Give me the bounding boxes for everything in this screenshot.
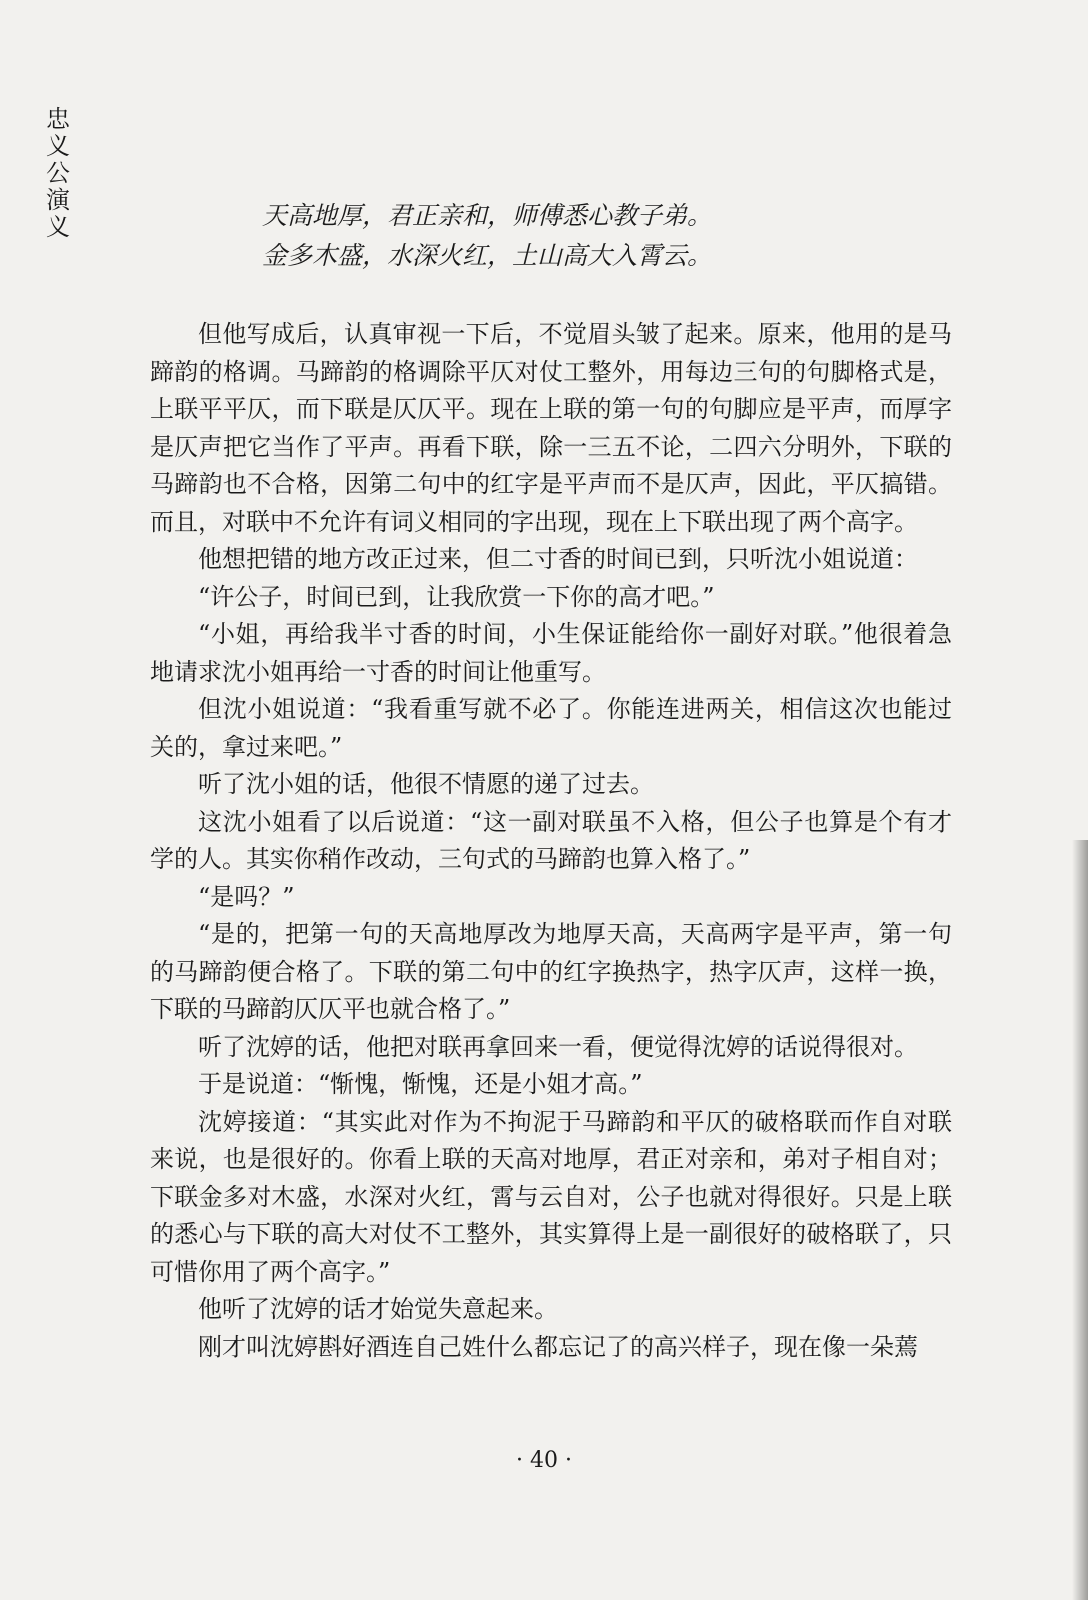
paragraph: 听了沈婷的话，他把对联再拿回来一看，便觉得沈婷的话说得很对。 xyxy=(198,1032,918,1061)
paragraph: 刚才叫沈婷斟好酒连自己姓什么都忘记了的高兴样子，现在像一朵蔫 xyxy=(198,1332,918,1361)
body-text xyxy=(150,316,952,1366)
paragraph: 听了沈小姐的话，他很不情愿的递了过去。 xyxy=(198,770,654,798)
paragraph: “是吗？” xyxy=(198,882,295,911)
couplet-upper-line: 天高地厚，君正亲和，师傅悉心教子弟。 xyxy=(262,201,713,230)
couplet-lower-line: 金多木盛，水深火红，土山高大入霄云。 xyxy=(262,241,713,270)
paragraph: 他听了沈婷的话才始觉失意起来。 xyxy=(198,1295,558,1323)
paragraph: “是的，把第一句的天高地厚改为地厚天高，天高两字是平声，第一句的马蹄韵便合格了。下联的第二句中的红字换热字，热字仄声，这样一换，下联的马蹄韵仄仄平也就合格了。” xyxy=(150,920,952,1023)
paragraph: 沈婷接道：“其实此对作为不拘泥于马蹄韵和平仄的破格联而作自对联来说，也是很好的。你看上联的天高对地厚，君正对亲和，弟对子相自对；下联金多对木盛，水深对火红，霄与云自对，公子也就对得很好。只是上联的悉心与下联的高大对仗不工整外，其实算得上是一副很好的破格联了，只可惜你用了两个高字。” xyxy=(150,1107,952,1286)
paragraph: 但他写成后，认真审视一下后，不觉眉头皱了起来。原来，他用的是马蹄韵的格调。马蹄韵的格调除平仄对仗工整外，用每边三句的句脚格式是，上联平平仄，而下联是仄仄平。现在上联的第一句的句脚应是平声，而厚字是仄声把它当作了平声。再看下联，除一三五不论，二四六分明外，下联的马蹄韵也不合格，因第二句中的红字是平声而不是仄声，因此，平仄搞错。而且，对联中不允许有词义相同的字出现，现在上下联出现了两个高字。 xyxy=(150,320,952,536)
paragraph: 这沈小姐看了以后说道：“这一副对联虽不入格，但公子也算是个有才学的人。其实你稍作改动，三句式的马蹄韵也算入格了。” xyxy=(150,807,952,873)
paragraph: 于是说道：“惭愧，惭愧，还是小姐才高。” xyxy=(198,1070,643,1098)
scan-edge-shadow xyxy=(1072,840,1088,1600)
paragraph: “许公子，时间已到，让我欣赏一下你的高才吧。” xyxy=(198,582,715,611)
page-number: · 40 · xyxy=(516,1448,572,1473)
running-head: 忠义公演义 xyxy=(46,105,70,241)
paragraph: “小姐，再给我半寸香的时间，小生保证能给你一副好对联。”他很着急地请求沈小姐再给一寸香的时间让他重写。 xyxy=(150,620,952,686)
paragraph: 他想把错的地方改正过来，但二寸香的时间已到，只听沈小姐说道： xyxy=(198,545,918,573)
couplet xyxy=(262,196,822,276)
paragraph: 但沈小姐说道：“我看重写就不必了。你能连进两关，相信这次也能过关的，拿过来吧。” xyxy=(150,695,952,761)
